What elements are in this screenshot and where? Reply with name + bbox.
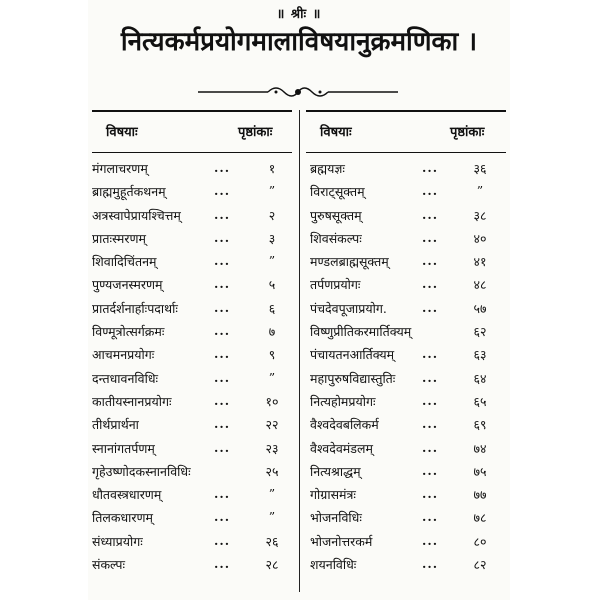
entry-title: पंचायतनआर्तिक्यम् — [310, 347, 395, 363]
entry-title: शयनविधिः — [310, 557, 357, 573]
entry-page-number: २६ — [265, 533, 279, 549]
entry-page-number: ” — [268, 253, 276, 269]
toc-entry — [92, 461, 297, 484]
entry-leader-dots: ... — [214, 183, 231, 199]
entry-leader-dots: ... — [422, 392, 439, 408]
toc-entry — [310, 391, 506, 414]
entry-leader-dots: ... — [422, 160, 439, 175]
entry-page-number: ३६ — [473, 161, 487, 176]
entry-page-number: ९ — [268, 347, 276, 363]
entry-page-number: ७७ — [473, 487, 487, 503]
entry-page-number: १ — [268, 161, 276, 176]
entry-title: तीर्थप्रार्थना — [92, 417, 139, 433]
toc-entry — [310, 251, 506, 274]
entry-leader-dots: ... — [214, 206, 231, 222]
entry-title: पुरुषसूक्तम् — [310, 207, 362, 223]
header-rule-left — [92, 152, 292, 153]
entry-leader-dots: ... — [422, 253, 439, 269]
toc-entry — [92, 531, 297, 554]
entry-page-number: ६२ — [473, 324, 487, 340]
entry-leader-dots: ... — [422, 556, 439, 572]
entry-page-number: ७ — [268, 324, 276, 340]
entry-leader-dots: ... — [214, 532, 231, 548]
toc-entry — [92, 298, 297, 321]
entry-page-number: ८२ — [473, 557, 487, 573]
toc-entry — [92, 274, 297, 297]
entry-title: विष्णुप्रीतिकरमार्तिक्यम् — [310, 324, 412, 340]
left-entry-list — [92, 158, 297, 577]
toc-entry — [310, 298, 506, 321]
entry-leader-dots: ... — [214, 323, 231, 339]
entry-title: विण्मूत्रोत्सर्गक्रमः — [92, 324, 165, 340]
entry-page-number: ५ — [268, 277, 276, 293]
entry-title: शिवसंकल्पः — [310, 230, 362, 246]
entry-page-number: ३ — [268, 230, 276, 246]
entry-page-number: ६५ — [473, 393, 487, 409]
entry-title: अत्रस्वापेप्रायश्चित्तम् — [92, 207, 181, 223]
entry-title: संध्याप्रयोगः — [92, 533, 143, 549]
entry-leader-dots: ... — [214, 160, 231, 175]
entry-leader-dots: ... — [214, 392, 231, 408]
entry-page-number: ४८ — [473, 277, 487, 293]
entry-leader-dots: ... — [422, 462, 439, 478]
right-entry-list — [310, 158, 506, 577]
entry-leader-dots: ... — [422, 416, 439, 432]
entry-page-number: ७४ — [473, 440, 487, 456]
entry-title: धौतवस्त्रधारणम् — [92, 487, 162, 503]
entry-title: गृहेउष्णोदकस्नानविधिः — [92, 463, 191, 479]
left-page-header: पृष्ठांकाः — [238, 125, 273, 140]
toc-entry — [92, 321, 297, 344]
toc-entry — [310, 274, 506, 297]
toc-entry — [92, 368, 297, 391]
entry-leader-dots: ... — [214, 253, 231, 269]
entry-leader-dots: ... — [422, 532, 439, 548]
entry-leader-dots: ... — [214, 439, 231, 455]
right-page-header: पृष्ठांकाः — [450, 125, 485, 140]
entry-page-number: ७८ — [473, 510, 487, 526]
entry-title: तर्पणप्रयोगः — [310, 277, 361, 293]
right-subject-header: विषयाः — [320, 125, 352, 140]
toc-entry — [310, 554, 506, 577]
entry-title: मंगलाचरणम् — [92, 161, 148, 176]
page-title: नित्यकर्मप्रयोगमालाविषयानुक्रमणिका । — [120, 27, 478, 57]
entry-title: महापुरुषविद्यास्तुतिः — [310, 370, 396, 386]
entry-page-number: ६९ — [473, 417, 487, 433]
toc-entry — [92, 414, 297, 437]
entry-title: मण्डलब्राह्मसूक्तम् — [310, 254, 389, 270]
entry-page-number: ६ — [268, 300, 276, 316]
entry-leader-dots: ... — [422, 509, 439, 525]
toc-entry — [310, 344, 506, 367]
entry-leader-dots: ... — [214, 556, 231, 572]
entry-title: भोजनविधिः — [310, 510, 362, 526]
entry-title: तिलकधारणम् — [92, 510, 153, 526]
entry-page-number: ६३ — [473, 347, 487, 363]
top-rule-right — [306, 110, 506, 112]
toc-entry — [310, 507, 506, 530]
entry-leader-dots: ... — [214, 486, 231, 502]
entry-title: गोग्रासमंत्रः — [310, 487, 356, 503]
toc-entry — [310, 438, 506, 461]
entry-page-number: ” — [268, 369, 276, 385]
entry-title: नित्यहोमप्रयोगः — [310, 393, 376, 409]
entry-page-number: २२ — [265, 417, 279, 433]
entry-title: आचमनप्रयोगः — [92, 347, 155, 363]
header-rule-right — [306, 152, 506, 153]
entry-page-number: ८० — [473, 533, 487, 549]
toc-entry — [310, 321, 506, 344]
entry-page-number: ” — [268, 509, 276, 525]
entry-leader-dots: ... — [214, 369, 231, 385]
entry-title: प्रातःस्मरणम् — [92, 230, 146, 246]
left-subject-header: विषयाः — [106, 125, 138, 140]
entry-leader-dots: ... — [214, 416, 231, 432]
entry-leader-dots: ... — [422, 369, 439, 385]
entry-title: वैश्वदेवबलिकर्म — [310, 417, 379, 433]
entry-page-number: ३८ — [473, 207, 487, 223]
top-rule-left — [92, 110, 292, 112]
entry-title: वैश्वदेवमंडलम् — [310, 440, 373, 456]
toc-entry — [310, 228, 506, 251]
toc-entry — [92, 344, 297, 367]
entry-leader-dots: ... — [214, 299, 231, 315]
entry-title: प्रातर्दर्शनार्हाःपदार्थाः — [92, 300, 178, 316]
entry-page-number: २ — [268, 207, 276, 223]
toc-entry — [310, 531, 506, 554]
entry-leader-dots: ... — [422, 183, 439, 199]
toc-entry — [92, 205, 297, 228]
toc-entry — [92, 251, 297, 274]
entry-leader-dots: ... — [422, 206, 439, 222]
toc-entry — [310, 158, 506, 181]
entry-page-number: १० — [265, 393, 279, 409]
toc-entry — [310, 461, 506, 484]
entry-title: विराट्सूक्तम् — [310, 184, 365, 200]
entry-title: शिवादिचिंतनम् — [92, 254, 157, 270]
toc-entry — [310, 205, 506, 228]
document-page — [88, 0, 510, 600]
entry-page-number: ” — [268, 486, 276, 502]
toc-entry — [92, 228, 297, 251]
entry-page-number: २८ — [265, 557, 279, 573]
entry-title: ब्रह्मयज्ञः — [310, 161, 345, 176]
toc-entry — [92, 181, 297, 204]
entry-title: पंचदेवपूजाप्रयोग. — [310, 300, 387, 316]
toc-entry — [310, 484, 506, 507]
entry-page-number: ” — [268, 183, 276, 199]
entry-leader-dots: ... — [422, 439, 439, 455]
toc-entry — [92, 391, 297, 414]
entry-leader-dots: ... — [214, 509, 231, 525]
entry-leader-dots: ... — [422, 486, 439, 502]
entry-page-number: ४१ — [473, 254, 487, 270]
toc-entry — [92, 484, 297, 507]
toc-entry — [310, 368, 506, 391]
entry-leader-dots: ... — [214, 229, 231, 245]
entry-page-number: ६४ — [473, 370, 487, 386]
toc-entry — [310, 414, 506, 437]
entry-page-number: ४० — [473, 230, 487, 246]
entry-title: ब्राह्ममुहूर्तकथनम् — [92, 184, 166, 200]
entry-leader-dots: ... — [422, 346, 439, 362]
entry-leader-dots: ... — [214, 276, 231, 292]
entry-leader-dots: ... — [422, 229, 439, 245]
ornament-divider — [198, 82, 398, 102]
entry-title: पुण्यजनस्मरणम् — [92, 277, 163, 293]
entry-page-number: ७५ — [473, 463, 487, 479]
toc-entry — [92, 158, 297, 181]
entry-leader-dots: ... — [214, 346, 231, 362]
entry-page-number: ५७ — [473, 300, 487, 316]
entry-page-number: २५ — [265, 463, 279, 479]
toc-entry — [92, 507, 297, 530]
toc-entry — [310, 181, 506, 204]
entry-title: स्नानांगतर्पणम् — [92, 440, 155, 456]
entry-title: नित्यश्राद्धम् — [310, 463, 361, 479]
entry-title: संकल्पः — [92, 557, 126, 573]
entry-page-number: ” — [476, 183, 484, 199]
entry-title: कातीयस्नानप्रयोगः — [92, 393, 172, 409]
invocation: ॥ श्रीः ॥ — [276, 7, 322, 22]
entry-title: दन्तधावनविधिः — [92, 370, 159, 386]
entry-leader-dots: ... — [422, 276, 439, 292]
toc-entry — [92, 554, 297, 577]
entry-title: भोजनोत्तरकर्म — [310, 533, 373, 549]
column-divider — [299, 110, 300, 592]
entry-leader-dots: ... — [422, 299, 439, 315]
entry-page-number: २३ — [265, 440, 279, 456]
toc-entry — [92, 438, 297, 461]
